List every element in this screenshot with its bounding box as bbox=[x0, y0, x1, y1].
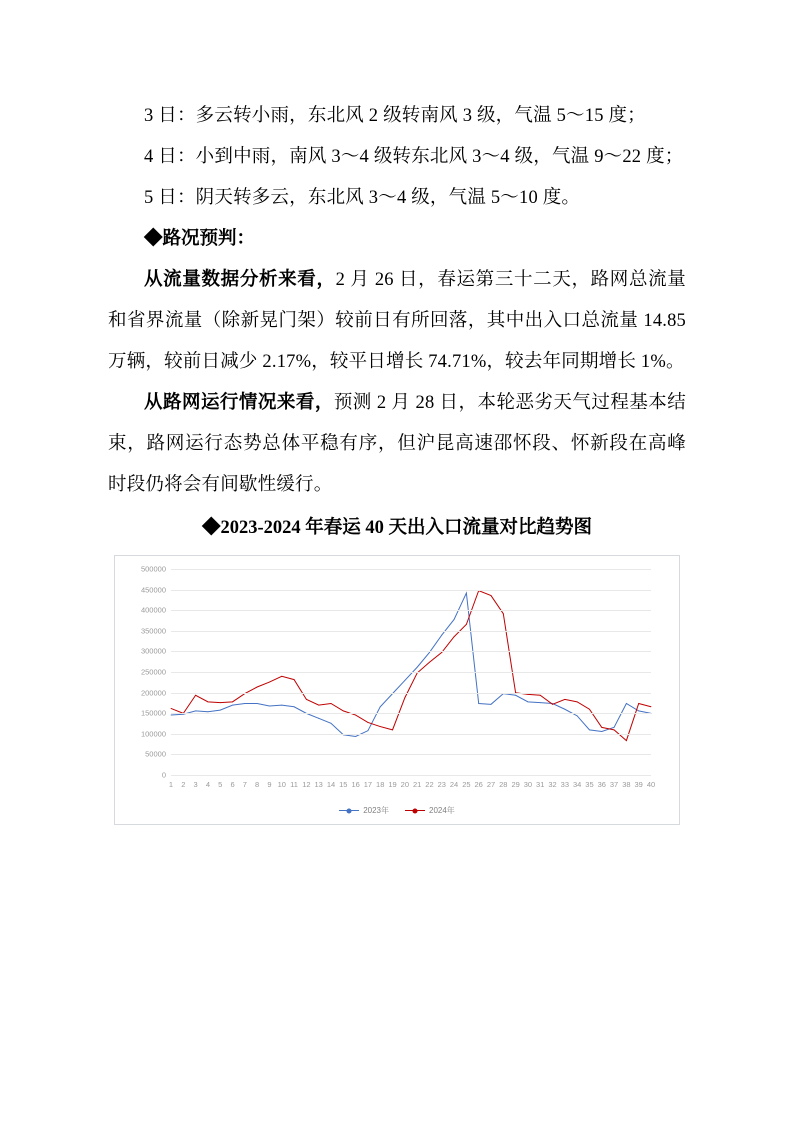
paragraph-operation-analysis bbox=[108, 383, 686, 506]
chart-x-tick-label: 5 bbox=[218, 780, 223, 789]
paragraph-operation-lead: 从路网运行情况来看， bbox=[144, 393, 334, 413]
chart-x-tick-label: 20 bbox=[400, 780, 410, 789]
chart-x-tick-label: 13 bbox=[314, 780, 323, 789]
chart-gridline bbox=[140, 564, 651, 574]
chart-data-point bbox=[220, 702, 221, 703]
chart-gridline bbox=[140, 605, 651, 615]
chart-x-tick-label: 32 bbox=[548, 780, 557, 789]
chart-x-tick-label: 6 bbox=[230, 780, 235, 789]
chart-x-tick-label: 18 bbox=[376, 780, 385, 789]
chart-legend-swatch bbox=[339, 810, 359, 811]
chart-data-point bbox=[404, 680, 405, 681]
chart-x-tick-label: 33 bbox=[560, 780, 570, 789]
chart-data-point bbox=[368, 722, 369, 723]
chart-y-tick-label: 100000 bbox=[140, 729, 166, 739]
chart-data-point bbox=[380, 706, 381, 707]
chart-data-point bbox=[614, 727, 615, 728]
chart-data-point bbox=[343, 710, 344, 711]
chart-x-tick-label: 9 bbox=[267, 780, 272, 789]
chart-data-point bbox=[380, 726, 381, 727]
chart-data-point bbox=[417, 667, 418, 668]
chart-y-tick-label: 300000 bbox=[140, 646, 166, 656]
chart-data-point bbox=[331, 703, 332, 704]
chart-gridline bbox=[145, 749, 651, 759]
chart-x-tick-label: 38 bbox=[622, 780, 631, 789]
chart-data-point bbox=[564, 709, 565, 710]
chart-series-layer bbox=[171, 570, 651, 776]
chart-x-tick-label: 11 bbox=[290, 780, 298, 789]
chart-data-point bbox=[515, 695, 516, 696]
chart-data-point bbox=[540, 702, 541, 703]
chart-gridline bbox=[140, 688, 651, 698]
chart-data-point bbox=[614, 729, 615, 730]
paragraph-flow-rest: 2 月 26 日，春运第三十二天，路网总流量和省界流量（除新晃门架）较前日有所回落，其中出入口总流量 14.85 万辆，较前日减少 2.17%，较平日增长 74.71%，较去年同期增长 1%。 bbox=[108, 270, 686, 372]
chart-y-tick-label: 200000 bbox=[140, 688, 166, 698]
flow-comparison-chart bbox=[114, 555, 680, 825]
chart-data-point bbox=[638, 710, 639, 711]
chart-gridline bbox=[140, 708, 651, 718]
chart-x-tick-label: 2 bbox=[181, 780, 186, 789]
chart-data-point bbox=[392, 729, 393, 730]
chart-x-tick-label: 31 bbox=[536, 780, 545, 789]
chart-data-point bbox=[429, 662, 430, 663]
chart-data-point bbox=[491, 704, 492, 705]
chart-data-point bbox=[257, 703, 258, 704]
chart-y-tick-label: 50000 bbox=[145, 749, 166, 759]
chart-data-point bbox=[626, 703, 627, 704]
chart-data-point bbox=[466, 593, 467, 594]
chart-caption: ◆2023-2024 年春运 40 天出入口流量对比趋势图 bbox=[201, 518, 593, 538]
paragraph-day5: 5 日：阴天转多云，东北风 3～4 级，气温 5～10 度。 bbox=[144, 188, 581, 208]
chart-legend bbox=[115, 805, 679, 816]
chart-data-point bbox=[552, 704, 553, 705]
chart-data-point bbox=[441, 635, 442, 636]
chart-data-point bbox=[208, 701, 209, 702]
chart-data-point bbox=[208, 711, 209, 712]
chart-data-point bbox=[454, 619, 455, 620]
chart-data-point bbox=[454, 636, 455, 637]
chart-data-point bbox=[466, 624, 467, 625]
chart-data-point bbox=[355, 715, 356, 716]
chart-y-tick-label: 250000 bbox=[140, 667, 166, 677]
chart-gridline bbox=[161, 770, 651, 780]
paragraph-day3: 3 日：多云转小雨，东北风 2 级转南风 3 级，气温 5～15 度； bbox=[144, 106, 646, 126]
chart-gridline bbox=[140, 585, 651, 595]
chart-x-tick-label: 3 bbox=[193, 780, 198, 789]
chart-y-tick-label: 450000 bbox=[140, 585, 166, 595]
section-heading-road-forecast: ◆路况预判： bbox=[144, 229, 256, 249]
chart-data-point bbox=[269, 706, 270, 707]
chart-legend-swatch bbox=[405, 810, 425, 811]
chart-x-tick-label: 37 bbox=[609, 780, 619, 789]
chart-data-point bbox=[171, 708, 172, 709]
chart-x-tick-label: 25 bbox=[462, 780, 471, 789]
chart-y-tick-label: 500000 bbox=[140, 564, 166, 574]
chart-x-tick-label: 26 bbox=[474, 780, 483, 789]
chart-data-point bbox=[552, 703, 553, 704]
chart-data-point bbox=[232, 701, 233, 702]
chart-data-point bbox=[269, 682, 270, 683]
chart-x-tick-label: 35 bbox=[585, 780, 594, 789]
chart-data-point bbox=[404, 697, 405, 698]
chart-data-point bbox=[577, 715, 578, 716]
chart-x-tick-label: 14 bbox=[326, 780, 336, 789]
chart-x-tick-label: 27 bbox=[486, 780, 496, 789]
chart-gridline bbox=[140, 646, 651, 656]
chart-x-tick-label: 36 bbox=[597, 780, 606, 789]
chart-data-point bbox=[601, 727, 602, 728]
chart-data-point bbox=[294, 706, 295, 707]
chart-x-tick-label: 8 bbox=[255, 780, 260, 789]
chart-data-point bbox=[318, 705, 319, 706]
chart-legend-label: 2024年 bbox=[429, 806, 455, 815]
chart-data-point bbox=[503, 613, 504, 614]
chart-legend-item[interactable] bbox=[405, 805, 455, 816]
chart-gridline bbox=[140, 667, 651, 677]
chart-data-point bbox=[220, 710, 221, 711]
chart-legend-label: 2023年 bbox=[363, 806, 389, 815]
chart-plot-area bbox=[140, 564, 651, 780]
paragraph-flow-analysis bbox=[108, 260, 686, 383]
chart-x-tick-label: 22 bbox=[425, 780, 434, 789]
chart-x-tick-label: 17 bbox=[363, 780, 373, 789]
chart-x-tick-label: 15 bbox=[339, 780, 348, 789]
chart-x-tick-label: 10 bbox=[277, 780, 286, 789]
chart-x-tick-labels bbox=[168, 780, 656, 794]
chart-y-tick-label: 150000 bbox=[140, 708, 166, 718]
chart-x-tick-label: 24 bbox=[449, 780, 459, 789]
chart-y-tick-label: 350000 bbox=[140, 626, 166, 636]
chart-x-tick-label: 29 bbox=[511, 780, 520, 789]
chart-data-point bbox=[232, 705, 233, 706]
chart-x-tick-label: 28 bbox=[499, 780, 508, 789]
chart-x-tick-label: 1 bbox=[168, 780, 174, 789]
chart-data-point bbox=[306, 699, 307, 700]
chart-data-point bbox=[281, 705, 282, 706]
chart-data-point bbox=[638, 703, 639, 704]
chart-gridline bbox=[140, 729, 651, 739]
chart-data-point bbox=[318, 718, 319, 719]
chart-y-tick-label: 400000 bbox=[140, 605, 166, 615]
paragraph-flow-lead: 从流量数据分析来看， bbox=[144, 270, 336, 290]
chart-x-tick-label: 39 bbox=[634, 780, 643, 789]
chart-data-point bbox=[589, 709, 590, 710]
chart-data-point bbox=[368, 730, 369, 731]
chart-x-tick-label: 19 bbox=[388, 780, 397, 789]
chart-data-point bbox=[244, 703, 245, 704]
chart-x-tick-label: 40 bbox=[646, 780, 656, 789]
chart-data-point bbox=[478, 703, 479, 704]
chart-data-point bbox=[331, 723, 332, 724]
chart-x-tick-label: 21 bbox=[412, 780, 422, 789]
document-content bbox=[108, 96, 686, 825]
paragraph-day4: 4 日：小到中雨，南风 3～4 级转东北风 3～4 级，气温 9～22 度； bbox=[144, 147, 684, 167]
chart-x-tick-label: 30 bbox=[523, 780, 533, 789]
chart-data-point bbox=[257, 687, 258, 688]
chart-x-tick-label: 23 bbox=[437, 780, 446, 789]
chart-y-tick-label: 0 bbox=[161, 770, 166, 780]
chart-data-point bbox=[355, 736, 356, 737]
chart-data-point bbox=[171, 715, 172, 716]
chart-gridline bbox=[140, 626, 651, 636]
chart-data-point bbox=[195, 710, 196, 711]
chart-data-point bbox=[589, 729, 590, 730]
chart-x-tick-label: 7 bbox=[242, 780, 247, 789]
chart-legend-item[interactable] bbox=[339, 805, 389, 816]
paragraph-operation-rest: 预测 2 月 28 日，本轮恶劣天气过程基本结束，路网运行态势总体平稳有序，但沪昆高速邵怀段、怀新段在高峰时段仍将会有间歇性缓行。 bbox=[108, 393, 686, 495]
chart-data-point bbox=[491, 595, 492, 596]
chart-x-tick-label: 12 bbox=[302, 780, 311, 789]
chart-data-point bbox=[540, 695, 541, 696]
chart-x-tick-label: 4 bbox=[205, 780, 211, 789]
chart-data-point bbox=[294, 679, 295, 680]
chart-data-point bbox=[528, 701, 529, 702]
chart-data-point bbox=[528, 694, 529, 695]
chart-data-point bbox=[651, 706, 652, 707]
chart-data-point bbox=[564, 699, 565, 700]
chart-data-point bbox=[601, 731, 602, 732]
chart-x-tick-label: 34 bbox=[572, 780, 582, 789]
chart-data-point bbox=[626, 740, 627, 741]
chart-data-point bbox=[281, 676, 282, 677]
chart-series-line bbox=[171, 593, 651, 736]
chart-x-tick-label: 16 bbox=[351, 780, 360, 789]
chart-data-point bbox=[577, 701, 578, 702]
chart-data-point bbox=[195, 695, 196, 696]
